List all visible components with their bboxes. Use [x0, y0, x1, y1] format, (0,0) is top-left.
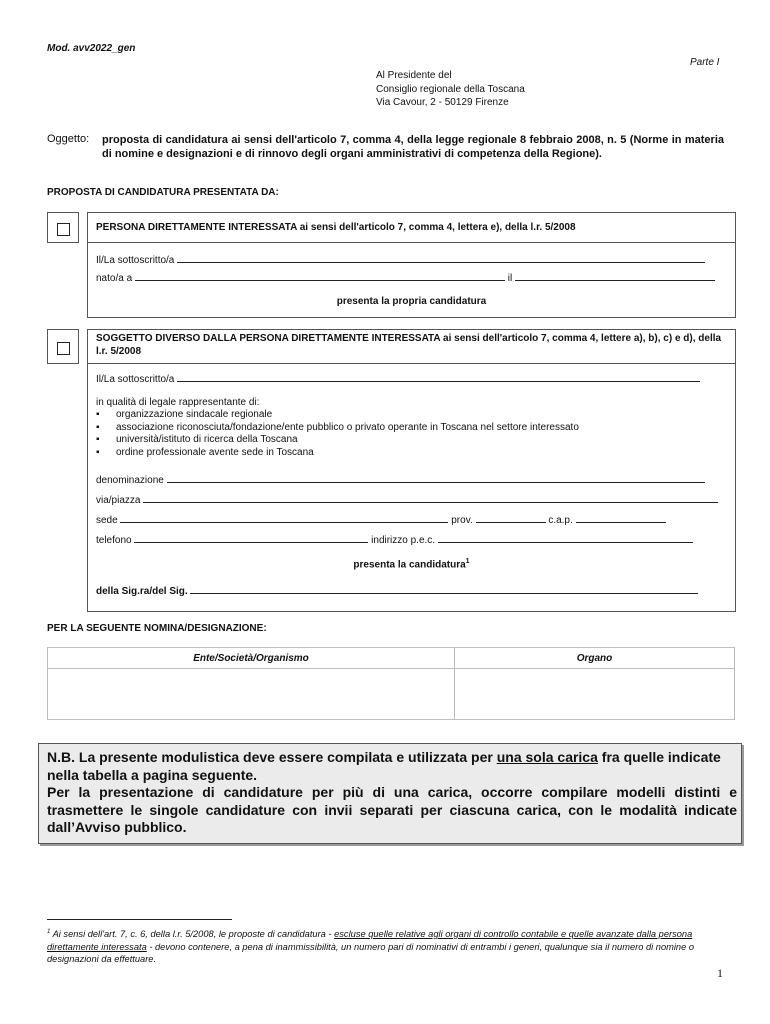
- footnote-ref: 1: [465, 558, 470, 565]
- prov-label: prov.: [451, 515, 473, 526]
- section2-present-text: [88, 558, 735, 570]
- contact-row: [96, 533, 693, 546]
- cap-label: c.a.p.: [548, 515, 573, 526]
- recipient-line: Via Cavour, 2 - 50129 Firenze: [376, 97, 509, 108]
- undersigned2-row: [96, 372, 700, 385]
- office-row: [96, 513, 666, 526]
- phone-label: telefono: [96, 535, 132, 546]
- recipient-line: Consiglio regionale della Toscana: [376, 83, 525, 95]
- pec-field[interactable]: [438, 533, 693, 543]
- footnote: [47, 926, 732, 966]
- table-header-organ: Organo: [455, 648, 735, 669]
- proposal-heading: PROPOSTA DI CANDIDATURA PRESENTATA DA:: [47, 187, 279, 198]
- candidate-field[interactable]: [190, 584, 698, 594]
- table-header-entity: Ente/Società/Organismo: [48, 648, 455, 669]
- page-number: 1: [717, 966, 723, 980]
- notice-text-a: N.B. La presente modulistica deve essere compilata e utilizzata per: [47, 749, 497, 765]
- organ-cell[interactable]: [455, 669, 735, 720]
- street-label: via/piazza: [96, 495, 141, 506]
- entity-cell[interactable]: [48, 669, 455, 720]
- list-item: ▪ ordine professionale avente sede in Toscana: [96, 447, 726, 460]
- phone-field[interactable]: [134, 533, 368, 543]
- list-item: ▪ organizzazione sindacale regionale: [96, 409, 726, 422]
- birth-row: [96, 271, 715, 284]
- footnote-text-a: Ai sensi dell'art. 7, c. 6, della l.r. 5/2008, le proposte di candidatura -: [50, 929, 335, 940]
- footnote-number: 1: [47, 929, 51, 935]
- notice-paragraph2: Per la presentazione di candidature per più di una carica, occorre compilare modelli distinti e trasmettere le singole candidature con invii separati per ciascuna carica, con le modalità indicate dall’Avviso pubblico.: [47, 784, 737, 835]
- section2-checkbox-cell: [47, 329, 79, 364]
- notice-underlined: una sola carica: [496, 749, 598, 765]
- nomination-heading: PER LA SEGUENTE NOMINA/DESIGNAZIONE:: [47, 623, 267, 634]
- denomination-field[interactable]: [167, 473, 705, 483]
- office-label: sede: [96, 515, 118, 526]
- birthplace-field[interactable]: [135, 271, 505, 281]
- section1-checkbox-cell: [47, 212, 79, 243]
- nomination-table: [47, 647, 735, 720]
- section2-header: [87, 329, 736, 364]
- table-header-row: [48, 648, 735, 669]
- recipient-line: Al Presidente del: [376, 70, 452, 81]
- birthdate-field[interactable]: [515, 271, 715, 281]
- notice-text-b: fra quelle indicate nella tabella a pagina seguente.: [47, 749, 721, 783]
- subject-label: Oggetto:: [47, 133, 90, 145]
- list-item: ▪ associazione riconosciuta/fondazione/ente pubblico o privato operante in Toscana nel settore interessato: [96, 422, 726, 435]
- office-field[interactable]: [120, 513, 448, 523]
- footnote-text-b: - devono contenere, a pena di inammissibilità, un numero pari di nominativi di entrambi i generi, qualunque sia il numero di nomine o designazioni da effettuare.: [47, 941, 695, 965]
- candidate-row: [96, 584, 698, 597]
- denomination-label: denominazione: [96, 475, 164, 486]
- section2-body: [87, 362, 736, 612]
- recipient-address: [376, 69, 525, 110]
- undersigned2-field[interactable]: [177, 372, 700, 382]
- street-field[interactable]: [143, 493, 718, 503]
- candidate-label: della Sig.ra/del Sig.: [96, 586, 188, 597]
- section1-present-text: presenta la propria candidatura: [336, 296, 487, 307]
- present-candidacy-label: presenta la candidatura: [353, 559, 466, 571]
- street-row: [96, 493, 718, 506]
- undersigned2-label: Il/La sottoscritto/a: [96, 374, 175, 385]
- footnote-divider: [47, 919, 232, 920]
- denomination-row: [96, 473, 705, 486]
- undersigned-row: [96, 253, 705, 266]
- notice-paragraph1: [47, 749, 737, 784]
- section1-title: PERSONA DIRETTAMENTE INTERESSATA ai sensi dell'articolo 7, comma 4, lettera e), della l.r. 5/2008: [96, 222, 576, 233]
- undersigned-label: Il/La sottoscritto/a: [96, 255, 175, 266]
- born-date-label: il: [507, 273, 513, 284]
- footnote-underlined: escluse quelle relative agli organi di controllo contabile e quelle avanzate dalla persona direttamente interessata: [47, 929, 693, 952]
- section1-body: [87, 241, 736, 318]
- capacity-options: [96, 409, 726, 459]
- part-label: Parte I: [690, 57, 720, 68]
- section2-checkbox[interactable]: [57, 342, 70, 355]
- model-code: Mod. avv2022_gen: [47, 43, 136, 54]
- section2-title: SOGGETTO DIVERSO DALLA PERSONA DIRETTAMENTE INTERESSATA ai sensi dell'articolo 7, comma 4, lettere a), b), c) e d), della l.r. 5/2008: [96, 333, 722, 357]
- notice-box: [38, 743, 742, 844]
- pec-label: indirizzo p.e.c.: [371, 535, 436, 546]
- undersigned-field[interactable]: [177, 253, 705, 263]
- section1-header: [87, 212, 736, 243]
- section1-checkbox[interactable]: [57, 223, 70, 236]
- capacity-label: in qualità di legale rappresentante di:: [96, 397, 260, 408]
- prov-field[interactable]: [476, 513, 546, 523]
- table-row: [48, 669, 735, 720]
- list-item: ▪ università/istituto di ricerca della Toscana: [96, 434, 726, 447]
- cap-field[interactable]: [576, 513, 666, 523]
- subject-text: proposta di candidatura ai sensi dell'articolo 7, comma 4, della legge regionale 8 febbraio 2008, n. 5 (Norme in materia di nomine e designazioni e di rinnovo degli organi amministrativi di competenza della Regione).: [102, 134, 724, 160]
- born-label: nato/a a: [96, 273, 133, 284]
